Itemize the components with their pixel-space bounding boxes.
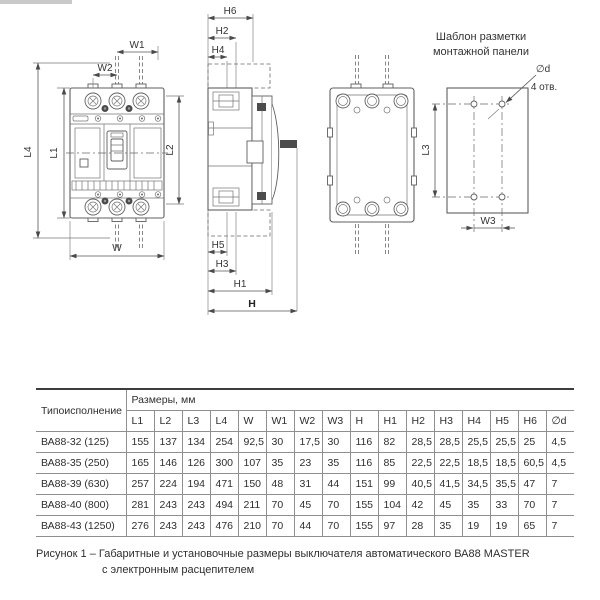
dim-label-l1: L1 [49,147,60,159]
dim-label-h1: H1 [233,279,247,290]
value-cell: 254 [210,432,238,453]
dimension-column-header: W [238,411,266,432]
value-cell: 17,5 [294,432,322,453]
value-cell: 243 [182,495,210,516]
dimension-column-header: L2 [154,411,182,432]
table-row [36,516,574,537]
value-cell: 243 [154,495,182,516]
value-cell: 34,5 [462,474,490,495]
holes-count-label: 4 отв. [530,82,558,93]
value-cell: 40,5 [406,474,434,495]
value-cell: 134 [182,432,210,453]
value-cell: 19 [490,516,518,537]
value-cell: 35,5 [490,474,518,495]
value-cell: 146 [154,453,182,474]
table-row [36,474,574,495]
value-cell: 25 [518,432,546,453]
value-cell: 23 [294,453,322,474]
value-cell: 70 [322,516,350,537]
value-cell: 30 [266,432,294,453]
value-cell: 155 [126,432,154,453]
side-view-drawing [208,6,297,315]
value-cell: 155 [350,516,378,537]
value-cell: 7 [546,516,574,537]
dim-label-w2: W2 [97,63,113,74]
value-cell: 35 [434,516,462,537]
table-row [36,432,574,453]
value-cell: 165 [126,453,154,474]
value-cell: 476 [210,516,238,537]
value-cell: 126 [182,453,210,474]
value-cell: 300 [210,453,238,474]
value-cell: 25,5 [490,432,518,453]
type-cell: ВА88-43 (1250) [36,516,126,537]
value-cell: 35 [462,495,490,516]
dimension-column-header: H3 [434,411,462,432]
value-cell: 82 [378,432,406,453]
dimension-column-header: W1 [266,411,294,432]
value-cell: 151 [350,474,378,495]
side-bottom-dimensions [208,212,297,311]
value-cell: 243 [154,516,182,537]
type-column-header: Типоисполнение [36,389,126,432]
toggle-handle [111,139,123,161]
value-cell: 211 [238,495,266,516]
dimension-column-header: H4 [462,411,490,432]
value-cell: 65 [518,516,546,537]
value-cell: 7 [546,495,574,516]
dimension-column-header: H [350,411,378,432]
value-cell: 18,5 [490,453,518,474]
dimension-column-header: L3 [182,411,210,432]
dim-label-l4: L4 [23,146,34,158]
dim-label-w: W [112,243,122,254]
value-cell: 48 [266,474,294,495]
dim-label-h3: H3 [215,259,229,270]
value-cell: 257 [126,474,154,495]
dimension-column-header: L1 [126,411,154,432]
side-terminal-extension-bottom [208,210,270,236]
value-cell: 47 [518,474,546,495]
table-row [36,495,574,516]
caption-line2: с электронным расцепителем [102,564,255,576]
dim-label-h5: H5 [211,240,225,251]
dimension-column-header: W2 [294,411,322,432]
value-cell: 85 [378,453,406,474]
value-cell: 224 [154,474,182,495]
value-cell: 194 [182,474,210,495]
front-view-drawing [23,40,184,260]
value-cell: 210 [238,516,266,537]
figure-caption [36,546,530,578]
dimension-column-header: W3 [322,411,350,432]
dim-label-w1: W1 [129,40,145,51]
value-cell: 70 [322,495,350,516]
sizes-group-header: Размеры, мм [126,389,574,411]
type-cell: ВА88-35 (250) [36,453,126,474]
dimension-column-header: ∅d [546,411,574,432]
value-cell: 4,5 [546,432,574,453]
indicator-window [80,159,88,167]
value-cell: 494 [210,495,238,516]
value-cell: 42 [406,495,434,516]
value-cell: 150 [238,474,266,495]
value-cell: 31 [294,474,322,495]
value-cell: 116 [350,432,378,453]
template-panel [447,88,528,213]
value-cell: 41,5 [434,474,462,495]
type-cell: ВА88-32 (125) [36,432,126,453]
value-cell: 4,5 [546,453,574,474]
value-cell: 107 [238,453,266,474]
value-cell: 70 [266,495,294,516]
dimension-column-header: H1 [378,411,406,432]
value-cell: 44 [294,516,322,537]
value-cell: 35 [266,453,294,474]
side-handle [280,140,297,148]
value-cell: 19 [462,516,490,537]
value-cell: 99 [378,474,406,495]
dim-label-l2: L2 [165,144,176,156]
value-cell: 35 [322,453,350,474]
value-cell: 28,5 [434,432,462,453]
value-cell: 116 [350,453,378,474]
value-cell: 30 [322,432,350,453]
mounting-template-drawing [421,31,557,235]
value-cell: 243 [182,516,210,537]
template-hole [471,101,477,107]
dimension-column-header: H2 [406,411,434,432]
template-title-line2: монтажной панели [432,46,530,58]
value-cell: 28,5 [406,432,434,453]
dimension-column-header: H5 [490,411,518,432]
value-cell: 70 [518,495,546,516]
side-top-dimensions [208,6,253,88]
value-cell: 7 [546,474,574,495]
value-cell: 25,5 [462,432,490,453]
value-cell: 70 [266,516,294,537]
type-cell: ВА88-39 (630) [36,474,126,495]
value-cell: 22,5 [406,453,434,474]
caption-line1: Рисунок 1 – Габаритные и установочные размеры выключателя автоматического ВА88 MASTER [36,548,530,560]
type-cell: ВА88-40 (800) [36,495,126,516]
rear-view-drawing [328,55,417,255]
dim-label-h4: H4 [211,45,225,56]
template-hole [499,101,505,107]
side-terminal-extension-top [208,64,270,88]
value-cell: 137 [154,432,182,453]
value-cell: 44 [322,474,350,495]
value-cell: 276 [126,516,154,537]
value-cell: 97 [378,516,406,537]
value-cell: 60,5 [518,453,546,474]
dim-label-w3: W3 [480,216,496,227]
value-cell: 155 [350,495,378,516]
dimension-table-body [36,432,574,537]
dimension-column-header: H6 [518,411,546,432]
template-title-line1: Шаблон разметки [435,31,527,43]
value-cell: 104 [378,495,406,516]
template-hole [471,194,477,200]
value-cell: 45 [294,495,322,516]
dim-label-h: H [248,298,256,310]
value-cell: 22,5 [434,453,462,474]
dim-label-h6: H6 [223,6,237,17]
side-body [208,88,252,210]
template-hole [499,194,505,200]
value-cell: 18,5 [462,453,490,474]
value-cell: 45 [434,495,462,516]
table-header-row-1 [36,389,574,411]
value-cell: 471 [210,474,238,495]
table-row [36,453,574,474]
value-cell: 33 [490,495,518,516]
value-cell: 28 [406,516,434,537]
dimension-column-header: L4 [210,411,238,432]
dim-label-l3: L3 [421,144,432,156]
hole-diameter-label: ∅d [535,64,551,75]
value-cell: 92,5 [238,432,266,453]
value-cell: 281 [126,495,154,516]
dimension-table [36,388,574,537]
dim-label-h2: H2 [215,26,229,37]
